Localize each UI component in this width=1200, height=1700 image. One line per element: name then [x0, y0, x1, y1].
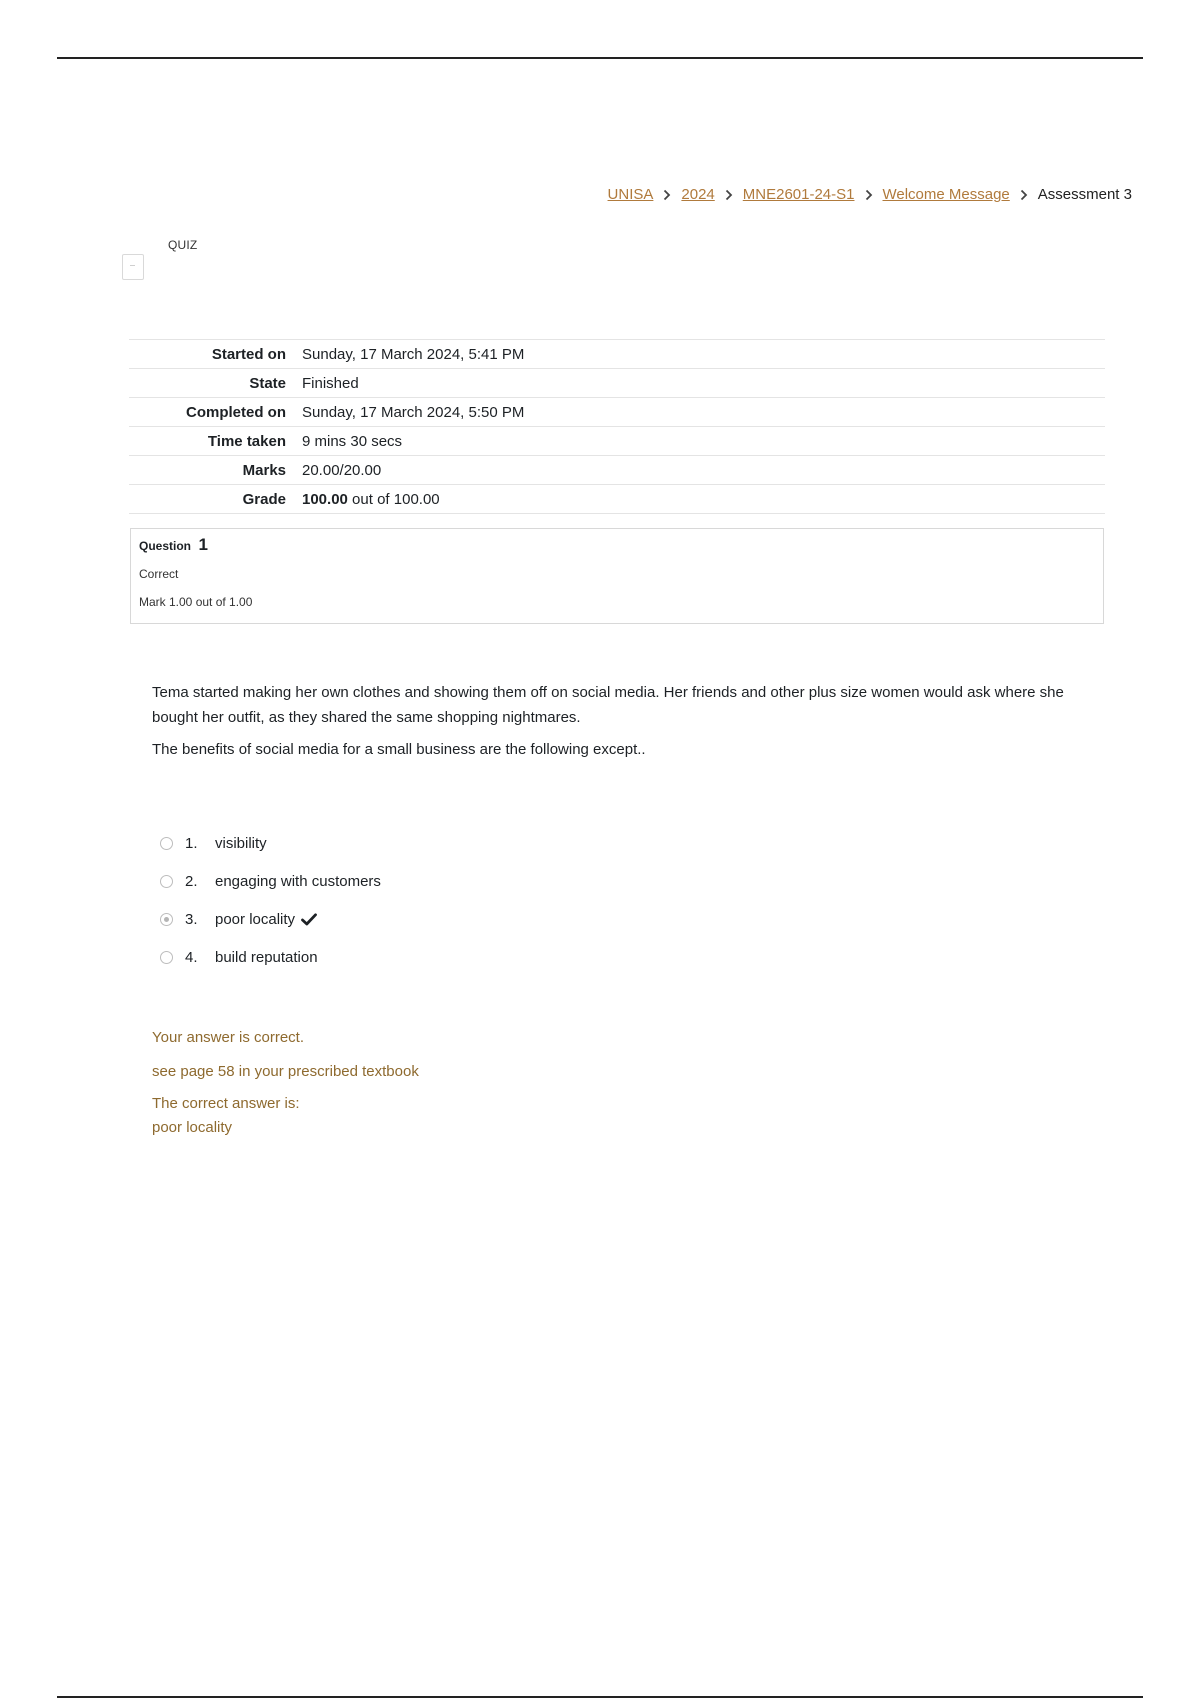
question-prompt: The benefits of social media for a small business are the following except.. [152, 741, 646, 758]
summary-row-started [129, 340, 1105, 369]
breadcrumb-link-unisa[interactable]: UNISA [607, 186, 654, 203]
summary-value [302, 485, 1105, 514]
summary-value: 20.00/20.00 [302, 461, 382, 479]
question-label: Question [139, 539, 192, 553]
feedback-general: see page 58 in your prescribed textbook [152, 1063, 419, 1080]
question-heading [139, 535, 1095, 555]
chevron-right-icon [663, 189, 671, 201]
grade-value: 100.00 [302, 490, 348, 508]
summary-row-state [129, 369, 1105, 398]
summary-label: Time taken [207, 432, 286, 450]
chevron-right-icon [865, 189, 873, 201]
breadcrumb-current: Assessment 3 [1037, 186, 1132, 203]
radio-button[interactable] [160, 951, 173, 964]
answer-option[interactable] [160, 900, 381, 938]
answer-text: build reputation [215, 948, 318, 966]
activity-type-label: QUIZ [168, 238, 198, 252]
feedback-section [152, 1026, 419, 1140]
bottom-rule [57, 1696, 1143, 1698]
summary-value: Sunday, 17 March 2024, 5:50 PM [302, 403, 525, 421]
checkmark-icon [301, 913, 317, 926]
summary-value: Sunday, 17 March 2024, 5:41 PM [302, 345, 525, 363]
summary-label: Grade [242, 490, 286, 508]
radio-button[interactable] [160, 875, 173, 888]
answer-number: 2. [185, 872, 198, 890]
summary-row-marks [129, 456, 1105, 485]
question-scenario: Tema started making her own clothes and showing them off on social media. Her friends and other plus size women would ask where she bought her outfit, as they shared the same shopping nightmares. [152, 684, 1064, 726]
answer-text: poor locality [215, 910, 296, 928]
answer-text: visibility [215, 834, 267, 852]
quiz-icon [122, 254, 144, 280]
breadcrumb-link-welcome[interactable]: Welcome Message [882, 186, 1010, 203]
summary-row-time-taken [129, 427, 1105, 456]
answer-option[interactable] [160, 862, 381, 900]
breadcrumb-link-year[interactable]: 2024 [681, 186, 715, 203]
feedback-result: Your answer is correct. [152, 1029, 305, 1046]
top-rule [57, 57, 1143, 59]
answer-number: 3. [185, 910, 198, 928]
summary-row-grade [129, 485, 1105, 514]
grade-out-of: out of 100.00 [347, 490, 440, 508]
answer-option[interactable] [160, 824, 381, 862]
breadcrumb-link-course[interactable]: MNE2601-24-S1 [742, 186, 855, 203]
answer-text: engaging with customers [215, 872, 381, 890]
question-info-box [130, 528, 1104, 624]
attempt-summary-table [129, 339, 1105, 514]
chevron-right-icon [725, 189, 733, 201]
summary-label: Marks [242, 461, 286, 479]
question-text [152, 680, 1082, 769]
answer-number: 1. [185, 834, 198, 852]
question-mark: Mark 1.00 out of 1.00 [139, 595, 253, 609]
summary-row-completed [129, 398, 1105, 427]
answer-option[interactable] [160, 938, 381, 976]
summary-value: Finished [302, 374, 359, 392]
summary-label: Completed on [186, 403, 286, 421]
radio-button-selected[interactable] [160, 913, 173, 926]
summary-label: State [249, 374, 286, 392]
chevron-right-icon [1020, 189, 1028, 201]
radio-button[interactable] [160, 837, 173, 850]
breadcrumb [608, 186, 1132, 203]
question-state: Correct [139, 567, 179, 581]
right-answer-label: The correct answer is: [152, 1095, 300, 1112]
right-answer-value: poor locality [152, 1119, 233, 1136]
summary-value: 9 mins 30 secs [302, 432, 403, 450]
question-number: 1 [198, 535, 208, 554]
answer-options [160, 824, 381, 976]
summary-label: Started on [211, 345, 286, 363]
answer-number: 4. [185, 948, 198, 966]
